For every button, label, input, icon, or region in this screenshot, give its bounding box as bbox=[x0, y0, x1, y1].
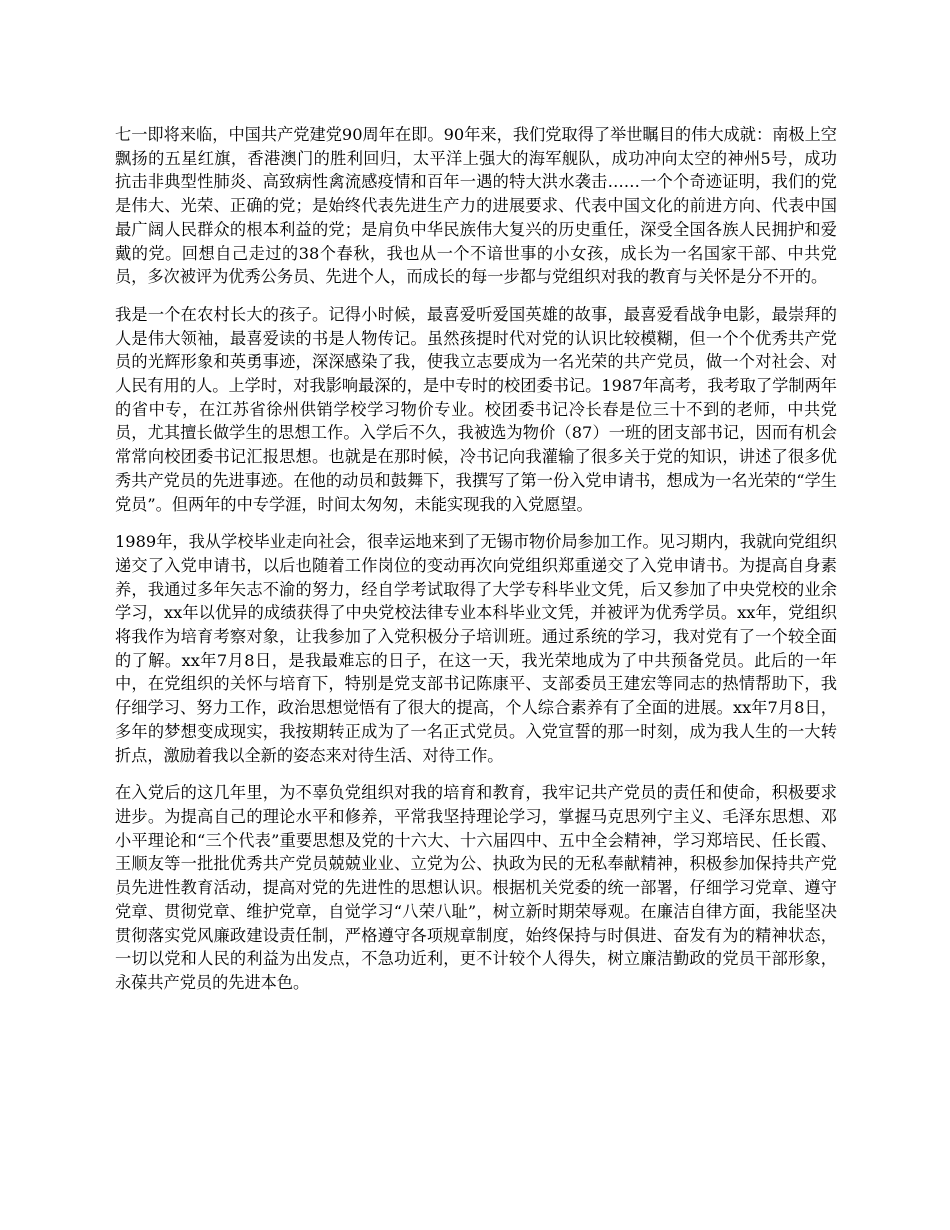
document-body bbox=[115, 123, 837, 1009]
paragraph: 1989年，我从学校毕业走向社会，很幸运地来到了无锡市物价局参加工作。见习期内，我就向党组织递交了入党申请书，以后也随着工作岗位的变动再次向党组织郑重递交了入党申请书。为提高自身素养，我通过多年矢志不渝的努力，经自学考试取得了大学专科毕业文凭，后又参加了中央党校的业余学习，xx年以优异的成绩获得了中央党校法律专业本科毕业文凭，并被评为优秀学员。xx年，党组织将我作为培育考察对象，让我参加了入党积极分子培训班。通过系统的学习，我对党有了一个较全面的了解。xx年7月8日，是我最难忘的日子，在这一天，我光荣地成为了中共预备党员。此后的一年中，在党组织的关怀与培育下，特别是党支部书记陈康平、支部委员王建宏等同志的热情帮助下，我仔细学习、努力工作，政治思想觉悟有了很大的提高，个人综合素养有了全面的进展。xx年7月8日，多年的梦想变成现实，我按期转正成为了一名正式党员。入党宣誓的那一时刻，成为我人生的一大转折点，激励着我以全新的姿态来对待生活、对待工作。 bbox=[115, 532, 837, 765]
paragraph: 我是一个在农村长大的孩子。记得小时候，最喜爱听爱国英雄的故事，最喜爱看战争电影，最崇拜的人是伟大领袖，最喜爱读的书是人物传记。虽然孩提时代对党的认识比较模糊，但一个个优秀共产党员的光辉形象和英勇事迹，深深感染了我，使我立志要成为一名光荣的共产党员，做一个对社会、对人民有用的人。上学时，对我影响最深的，是中专时的校团委书记。1987年高考，我考取了学制两年的省中专，在江苏省徐州供销学校学习物价专业。校团委书记冷长春是位三十不到的老师，中共党员，尤其擅长做学生的思想工作。入学后不久，我被选为物价（87）一班的团支部书记，因而有机会常常向校团委书记汇报思想。也就是在那时候，冷书记向我灌输了很多关于党的知识，讲述了很多优秀共产党员的先进事迹。在他的动员和鼓舞下，我撰写了第一份入党申请书，想成为一名光荣的“学生党员”。但两年的中专学涯，时间太匆匆，未能实现我的入党愿望。 bbox=[115, 304, 837, 514]
paragraph: 七一即将来临，中国共产党建党90周年在即。90年来，我们党取得了举世瞩目的伟大成就：南极上空飘扬的五星红旗，香港澳门的胜利回归，太平洋上强大的海军舰队，成功冲向太空的神州5号，成功抗击非典型性肺炎、高致病性禽流感疫情和百年一遇的特大洪水袭击……一个个奇迹证明，我们的党是伟大、光荣、正确的党；是始终代表先进生产力的进展要求、代表中国文化的前进方向、代表中国最广阔人民群众的根本利益的党；是肩负中华民族伟大复兴的历史重任，深受全国各族人民拥护和爱戴的党。回想自己走过的38个春秋，我也从一个不谙世事的小女孩，成长为一名国家干部、中共党员，多次被评为优秀公务员、先进个人，而成长的每一步都与党组织对我的教育与关怀是分不开的。 bbox=[115, 125, 837, 287]
paragraph: 在入党后的这几年里，为不辜负党组织对我的培育和教育，我牢记共产党员的责任和使命，积极要求进步。为提高自己的理论水平和修养，平常我坚持理论学习，掌握马克思列宁主义、毛泽东思想、邓小平理论和“三个代表”重要思想及党的十六大、十六届四中、五中全会精神，学习郑培民、任长霞、王顺友等一批批优秀共产党员兢兢业业、立党为公、执政为民的无私奉献精神，积极参加保持共产党员先进性教育活动，提高对党的先进性的思想认识。根据机关党委的统一部署，仔细学习党章、遵守党章、贯彻党章、维护党章，自觉学习“八荣八耻”，树立新时期荣辱观。在廉洁自律方面，我能坚决贯彻落实党风廉政建设责任制，严格遵守各项规章制度，始终保持与时俱进、奋发有为的精神状态，一切以党和人民的利益为出发点，不急功近利，更不计较个人得失，树立廉洁勤政的党员干部形象，永葆共产党员的先进本色。 bbox=[115, 783, 837, 992]
